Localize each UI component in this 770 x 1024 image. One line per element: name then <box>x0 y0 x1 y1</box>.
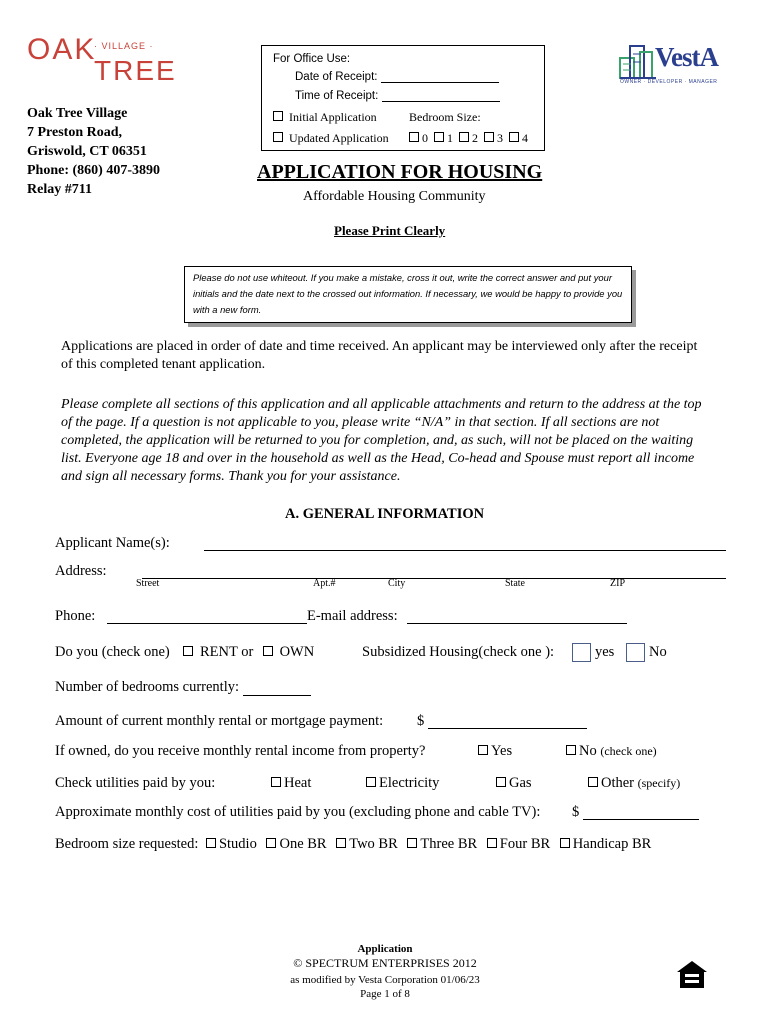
address-field[interactable] <box>142 564 726 579</box>
page-subtitle: Affordable Housing Community <box>303 189 486 204</box>
own-checkbox[interactable] <box>263 646 273 656</box>
oak-tree-logo-oak: OAK <box>27 33 97 66</box>
heat-label: Heat <box>284 775 312 791</box>
bedroom-3-label: 3 <box>497 131 503 145</box>
subsidized-no-checkbox[interactable] <box>626 643 645 662</box>
utility-gas <box>496 775 532 792</box>
phone-label: Phone: <box>55 608 96 624</box>
payment-dollar: $ <box>417 713 425 729</box>
approx-cost-field[interactable] <box>583 805 699 820</box>
one-br-label: One BR <box>279 836 327 852</box>
address-city-caption: City <box>388 578 406 589</box>
initial-application-checkbox[interactable] <box>273 111 283 121</box>
approx-cost-dollar: $ <box>572 804 580 820</box>
rental-income-yes-label: Yes <box>491 743 513 759</box>
date-of-receipt-row <box>295 71 499 83</box>
rent-own-row <box>55 644 314 661</box>
other-label: Other <box>601 775 635 791</box>
gas-label: Gas <box>509 775 532 791</box>
gas-checkbox[interactable] <box>496 777 506 787</box>
time-of-receipt-label: Time of Receipt: <box>295 90 379 102</box>
equal-housing-icon <box>674 958 710 994</box>
footer-copyright: © SPECTRUM ENTERPRISES 2012 <box>293 956 477 970</box>
three-br-label: Three BR <box>420 836 478 852</box>
print-clearly-note: Please Print Clearly <box>334 223 446 238</box>
own-label: OWN <box>279 644 315 660</box>
rent-own-label: Do you (check one) <box>55 644 170 660</box>
phone-field[interactable] <box>107 609 307 624</box>
rent-checkbox[interactable] <box>183 646 193 656</box>
two-br-checkbox[interactable] <box>336 838 346 848</box>
bedroom-0-checkbox[interactable] <box>409 132 419 142</box>
vesta-logo <box>618 38 740 86</box>
electricity-label: Electricity <box>379 775 440 791</box>
applicant-name-label: Applicant Name(s): <box>55 535 170 551</box>
property-address <box>27 104 160 199</box>
email-field[interactable] <box>407 609 627 624</box>
page-title: APPLICATION FOR HOUSING <box>257 161 543 183</box>
studio-checkbox[interactable] <box>206 838 216 848</box>
two-br-label: Two BR <box>349 836 398 852</box>
updated-application-label: Updated Application <box>289 131 389 145</box>
vesta-logo-name: VestA <box>655 42 719 72</box>
subsidized-label: Subsidized Housing(check one ): <box>362 644 555 660</box>
rental-income-check-one: (check one) <box>600 744 657 758</box>
initial-application-label: Initial Application <box>289 110 377 124</box>
four-br-label: Four BR <box>499 836 551 852</box>
subsidized-row <box>362 644 554 661</box>
instructions-paragraph: Please complete all sections of this application and all applicable attachments and return to the address at the top of the page. If a question is not applicable to you, please write “N/A” in that section. If all sections are not completed, the application will be returned to you for completion, and, as such, will not be placed on the waiting list. Everyone age 18 and over in the household as well as the Head, Co-head and Spouse must report all income and sign all necessary forms. Thank you for your assistance. <box>61 397 702 484</box>
bedroom-size-options <box>409 131 528 146</box>
address-state-caption: State <box>505 578 525 589</box>
rental-income-no-label: No <box>579 743 597 759</box>
bedroom-1-label: 1 <box>447 131 453 145</box>
address-zip-caption: ZIP <box>610 578 625 589</box>
rental-income-no <box>566 743 657 760</box>
bedroom-4-checkbox[interactable] <box>509 132 519 142</box>
footer-modified: as modified by Vesta Corporation 01/06/23 <box>290 974 480 986</box>
updated-application-row <box>273 131 389 146</box>
payment-label: Amount of current monthly rental or mortgage payment: <box>55 713 384 729</box>
applicant-name-field[interactable] <box>204 536 726 551</box>
vesta-logo-tagline: OWNER · DEVELOPER · MANAGER <box>620 79 718 85</box>
approx-cost-label: Approximate monthly cost of utilities paid by you (excluding phone and cable TV): <box>55 804 541 820</box>
utility-other <box>588 775 680 792</box>
bedroom-3-checkbox[interactable] <box>484 132 494 142</box>
whiteout-notice: Please do not use whiteout. If you make a mistake, cross it out, write the correct answer and put your initials and the date next to the crossed out information. If necessary, we would be happy to provide you with a new form. <box>184 266 632 323</box>
office-use-box <box>261 45 545 151</box>
other-specify: (specify) <box>637 776 681 790</box>
rental-income-yes-checkbox[interactable] <box>478 745 488 755</box>
rental-income-label: If owned, do you receive monthly rental income from property? <box>55 743 426 759</box>
handicap-br-checkbox[interactable] <box>560 838 570 848</box>
section-a-heading: A. GENERAL INFORMATION <box>285 506 485 522</box>
bedroom-size-label: Bedroom Size: <box>409 110 481 124</box>
address-line-relay: Relay #711 <box>27 182 92 197</box>
footer-page-number: Page 1 of 8 <box>360 988 410 1000</box>
oak-tree-logo-village: · VILLAGE · <box>94 41 154 51</box>
utilities-label: Check utilities paid by you: <box>55 775 216 791</box>
rental-income-yes <box>478 743 512 760</box>
time-of-receipt-row <box>295 90 500 102</box>
bedrooms-row <box>55 679 311 696</box>
address-label: Address: <box>55 563 107 579</box>
other-checkbox[interactable] <box>588 777 598 787</box>
one-br-checkbox[interactable] <box>266 838 276 848</box>
bedrooms-field[interactable] <box>243 681 311 696</box>
three-br-checkbox[interactable] <box>407 838 417 848</box>
application-order-paragraph: Applications are placed in order of date and time received. An applicant may be interviewed only after the receipt of this completed tenant application. <box>61 339 698 372</box>
bedroom-2-checkbox[interactable] <box>459 132 469 142</box>
address-line-city: Griswold, CT 06351 <box>27 144 147 159</box>
date-of-receipt-field[interactable] <box>381 82 499 83</box>
utility-electricity <box>366 775 439 792</box>
footer-application: Application <box>357 943 413 955</box>
bedroom-0-label: 0 <box>422 131 428 145</box>
oak-tree-logo-tree: TREE <box>94 55 177 86</box>
address-line-street: 7 Preston Road, <box>27 125 123 140</box>
bedroom-size-requested-label: Bedroom size requested: <box>55 836 199 852</box>
email-label: E-mail address: <box>307 608 398 624</box>
payment-row <box>55 713 383 730</box>
bedroom-1-checkbox[interactable] <box>434 132 444 142</box>
subsidized-yes-checkbox[interactable] <box>572 643 591 662</box>
address-apt-caption: Apt.# <box>313 578 336 589</box>
date-of-receipt-label: Date of Receipt: <box>295 71 378 83</box>
bedroom-size-row <box>55 836 651 853</box>
initial-application-row <box>273 110 377 125</box>
handicap-br-label: Handicap BR <box>572 836 652 852</box>
bedroom-4-label: 4 <box>522 131 528 145</box>
subsidized-yes-label: yes <box>595 644 615 660</box>
electricity-checkbox[interactable] <box>366 777 376 787</box>
address-line-name: Oak Tree Village <box>27 106 128 121</box>
subsidized-no-label: No <box>649 644 667 660</box>
four-br-checkbox[interactable] <box>487 838 497 848</box>
office-use-heading: For Office Use: <box>273 53 351 65</box>
time-of-receipt-field[interactable] <box>382 101 500 102</box>
rental-income-no-checkbox[interactable] <box>566 745 576 755</box>
studio-label: Studio <box>218 836 257 852</box>
applicant-name-row <box>55 535 170 552</box>
rent-label: RENT or <box>200 644 254 660</box>
payment-field[interactable] <box>428 714 587 729</box>
address-line-phone: Phone: (860) 407-3890 <box>27 163 160 178</box>
bedrooms-label: Number of bedrooms currently: <box>55 679 240 695</box>
utility-heat <box>271 775 311 792</box>
updated-application-checkbox[interactable] <box>273 132 283 142</box>
address-street-caption: Street <box>136 578 160 589</box>
bedroom-2-label: 2 <box>472 131 478 145</box>
heat-checkbox[interactable] <box>271 777 281 787</box>
